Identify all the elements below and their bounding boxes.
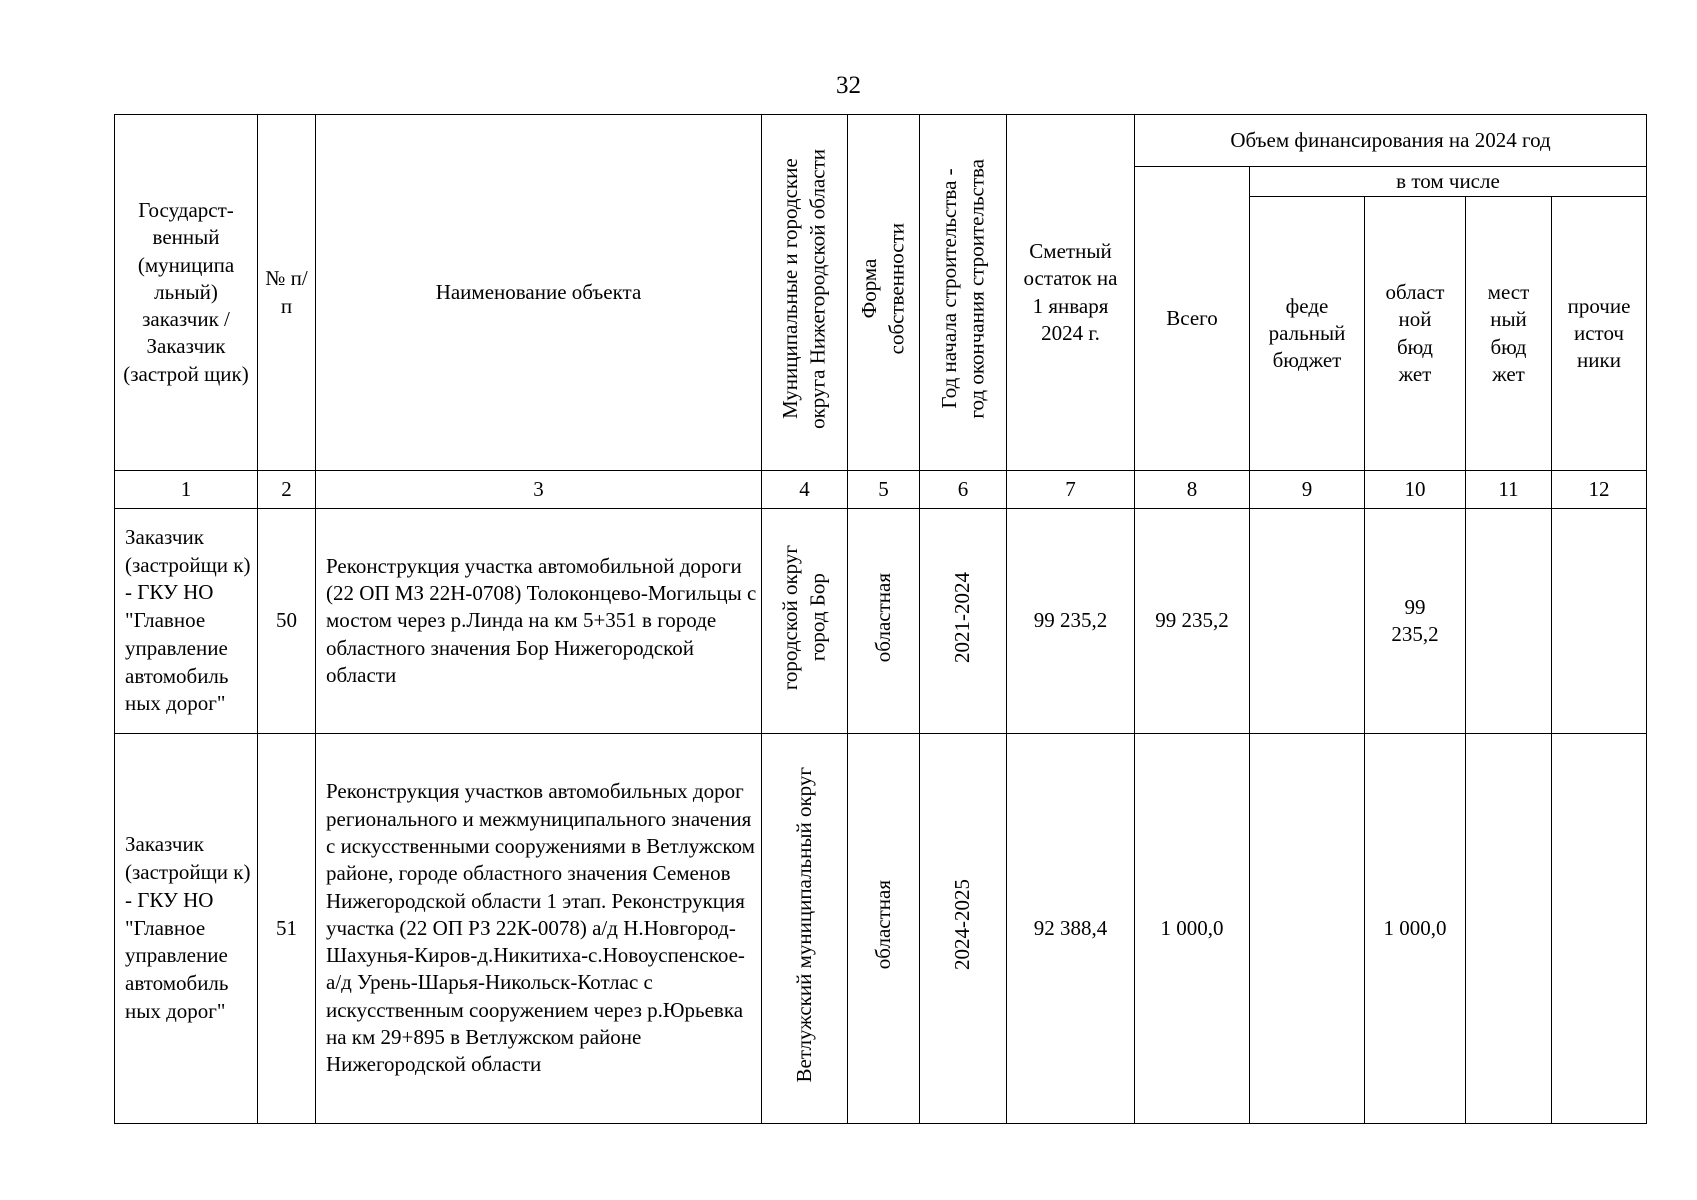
header-ownership — [848, 115, 920, 471]
row-ownership-text: областная — [870, 572, 895, 662]
row-other — [1552, 734, 1647, 1124]
column-number: 1 — [115, 471, 258, 509]
column-number: 6 — [920, 471, 1007, 509]
header-estimate: Сметный остаток на 1 января 2024 г. — [1007, 115, 1135, 471]
row-municipality-line1: городской округ — [778, 544, 803, 690]
row-other — [1552, 509, 1647, 734]
header-municipality-line2: округа Нижегородской области — [805, 148, 830, 429]
row-local — [1466, 734, 1552, 1124]
row-number: 51 — [258, 734, 316, 1124]
header-local: мест ный бюд жет — [1466, 197, 1552, 471]
page-number: 32 — [836, 72, 861, 99]
row-ownership-text: областная — [870, 880, 895, 970]
row-estimate: 92 388,4 — [1007, 734, 1135, 1124]
column-number: 3 — [316, 471, 762, 509]
header-other: прочие источ ники — [1552, 197, 1647, 471]
row-ownership — [848, 509, 920, 734]
header-number: № п/п — [258, 115, 316, 471]
column-number: 9 — [1250, 471, 1365, 509]
column-number: 12 — [1552, 471, 1647, 509]
row-years-text: 2024-2025 — [950, 879, 975, 971]
column-number: 7 — [1007, 471, 1135, 509]
row-object-name: Реконструкция участка автомобильной дороги (22 ОП МЗ 22Н-0708) Толоконцево-Могильцы с мостом через р.Линда на км 5+351 в городе областного значения Бор Нижегородской области — [316, 509, 762, 734]
row-regional: 99 235,2 — [1365, 509, 1466, 734]
header-funding: Объем финансирования на 2024 год — [1135, 115, 1647, 167]
column-number: 4 — [762, 471, 848, 509]
column-number: 10 — [1365, 471, 1466, 509]
row-years — [920, 509, 1007, 734]
row-regional: 1 000,0 — [1365, 734, 1466, 1124]
row-number: 50 — [258, 509, 316, 734]
header-ownership-line2: собственности — [884, 223, 909, 355]
header-total: Всего — [1135, 167, 1250, 471]
row-estimate: 99 235,2 — [1007, 509, 1135, 734]
header-years-line1: Год начала строительства - — [936, 168, 961, 409]
row-municipality — [762, 734, 848, 1124]
column-number: 5 — [848, 471, 920, 509]
row-municipality — [762, 509, 848, 734]
row-customer: Заказчик (застройщи к) - ГКУ НО "Главное управление автомобиль ных дорог" — [115, 734, 258, 1124]
row-years — [920, 734, 1007, 1124]
column-number: 8 — [1135, 471, 1250, 509]
header-row-1 — [115, 115, 1647, 167]
header-regional: област ной бюд жет — [1365, 197, 1466, 471]
row-local — [1466, 509, 1552, 734]
table-row — [115, 509, 1647, 734]
table-row — [115, 734, 1647, 1124]
header-customer: Государст-венный (муниципа льный) заказчик / Заказчик (застрой щик) — [115, 115, 258, 471]
row-federal — [1250, 734, 1365, 1124]
header-object-name: Наименование объекта — [316, 115, 762, 471]
header-years-line2: год окончания строительства — [964, 159, 988, 419]
column-number: 2 — [258, 471, 316, 509]
column-number-row — [115, 471, 1647, 509]
row-municipality-line1: Ветлужский муниципальный округ — [791, 767, 816, 1083]
header-federal: феде ральный бюджет — [1250, 197, 1365, 471]
row-years-text: 2021-2024 — [950, 571, 975, 663]
header-including: в том числе — [1250, 167, 1647, 197]
header-years — [920, 115, 1007, 471]
row-ownership — [848, 734, 920, 1124]
row-object-name: Реконструкция участков автомобильных дорог регионального и межмуниципального значения с искусственными сооружениями в Ветлужском районе, городе областного значения Семенов Нижегородской области 1 этап. Реконструкция участка (22 ОП РЗ 22К-0078) а/д Н.Новгород-Шахунья-Киров-д.Никитиха-с.Новоуспенское- а/д Урень-Шарья-Никольск-Котлас с искусственным сооружением через р.Юрьевка на км 29+895 в Ветлужском районе Нижегородской области — [316, 734, 762, 1124]
header-ownership-line1: Форма — [857, 258, 882, 319]
row-total: 99 235,2 — [1135, 509, 1250, 734]
row-federal — [1250, 509, 1365, 734]
column-number: 11 — [1466, 471, 1552, 509]
header-municipality-line1: Муниципальные и городские — [778, 158, 803, 420]
row-municipality-line2: город Бор — [805, 573, 830, 662]
row-total: 1 000,0 — [1135, 734, 1250, 1124]
header-municipality — [762, 115, 848, 471]
investment-table — [114, 114, 1647, 1124]
row-customer: Заказчик (застройщи к) - ГКУ НО "Главное управление автомобиль ных дорог" — [115, 509, 258, 734]
